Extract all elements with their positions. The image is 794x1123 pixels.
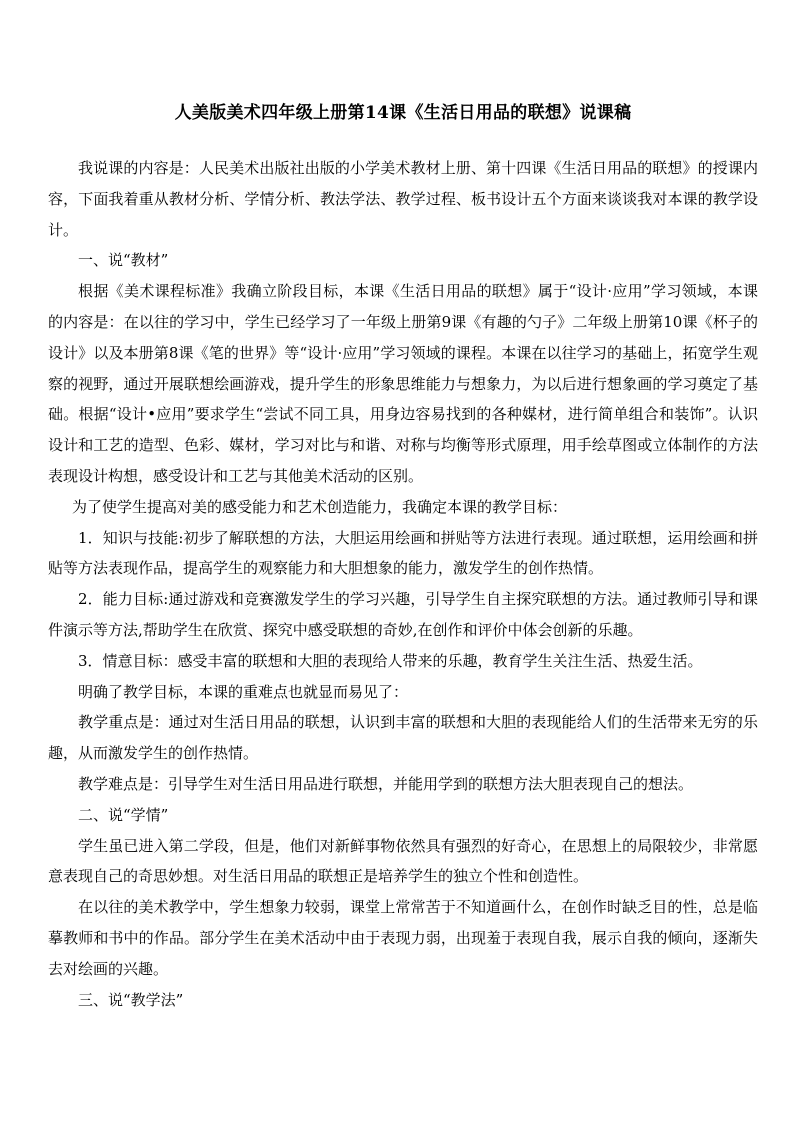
teaching-focus-paragraph: 教学重点是：通过对生活日用品的联想，认识到丰富的联想和大胆的表现能给人们的生活带来无穷的乐趣，从而激发学生的创作热情。 xyxy=(48,713,758,763)
goal-emotion-paragraph: 3．情意目标：感受丰富的联想和大胆的表现给人带来的乐趣，教育学生关注生活、热爱生活。 xyxy=(78,651,703,670)
students-paragraph-2: 在以往的美术教学中，学生想象力较弱，课堂上常常苦于不知道画什么，在创作时缺乏目的性，总是临摹教师和书中的作品。部分学生在美术活动中由于表现力弱，出现羞于表现自我，展示自我的倾向，逐渐失去对绘画的兴趣。 xyxy=(48,898,758,978)
key-points-intro-paragraph: 明确了教学目标，本课的重难点也就显而易见了： xyxy=(78,682,409,701)
section-heading-students: 二、说“学情” xyxy=(78,805,169,824)
document-page xyxy=(48,100,758,1015)
intro-paragraph: 我说课的内容是：人民美术出版社出版的小学美术教材上册、第十四课《生活日用品的联想》的授课内容，下面我着重从教材分析、学情分析、教法学法、教学过程、板书设计五个方面来谈谈我对本课的教学设计。 xyxy=(48,159,758,239)
goal-ability-paragraph: 2．能力目标:通过游戏和竞赛激发学生的学习兴趣，引导学生自主探究联想的方法。通过教师引导和课件演示等方法,帮助学生在欣赏、探究中感受联想的奇妙,在创作和评价中体会创新的乐趣。 xyxy=(48,590,758,639)
students-paragraph-1: 学生虽已进入第二学段，但是，他们对新鲜事物依然具有强烈的好奇心，在思想上的局限较少，非常愿意表现自己的奇思妙想。对生活日用品的联想正是培养学生的独立个性和创造性。 xyxy=(48,836,758,886)
document-title: 人美版美术四年级上册第14课《生活日用品的联想》说课稿 xyxy=(174,103,632,123)
section-heading-methods: 三、说“教学法” xyxy=(78,990,184,1009)
textbook-paragraph: 根据《美术课程标准》我确立阶段目标，本课《生活日用品的联想》属于“设计·应用”学习领域，本课的内容是：在以往的学习中，学生已经学习了一年级上册第9课《有趣的勺子》二年级上册第10课《杯子的设计》以及本册第8课《笔的世界》等“设计·应用”学习领域的课程。本课在以往学习的基础上，拓宽学生观察的视野，通过开展联想绘画游戏，提升学生的形象思维能力与想象力，为以后进行想象画的学习奠定了基础。根据“设计•应用”要求学生“尝试不同工具，用身边容易找到的各种媒材，进行简单组合和装饰”。认识设计和工艺的造型、色彩、媒材，学习对比与和谐、对称与均衡等形式原理，用手绘草图或立体制作的方法表现设计构想，感受设计和工艺与其他美术活动的区别。 xyxy=(48,282,758,485)
goal-knowledge-paragraph: 1．知识与技能:初步了解联想的方法，大胆运用绘画和拼贴等方法进行表现。通过联想，运用绘画和拼贴等方法表现作品，提高学生的观察能力和大胆想象的能力，激发学生的创作热情。 xyxy=(48,528,758,578)
goals-intro-paragraph: 为了使学生提高对美的感受能力和艺术创造能力，我确定本课的教学目标： xyxy=(72,497,568,516)
section-heading-textbook: 一、说“教材” xyxy=(78,251,169,270)
teaching-difficulty-paragraph: 教学难点是：引导学生对生活日用品进行联想，并能用学到的联想方法大胆表现自己的想法。 xyxy=(78,774,694,793)
